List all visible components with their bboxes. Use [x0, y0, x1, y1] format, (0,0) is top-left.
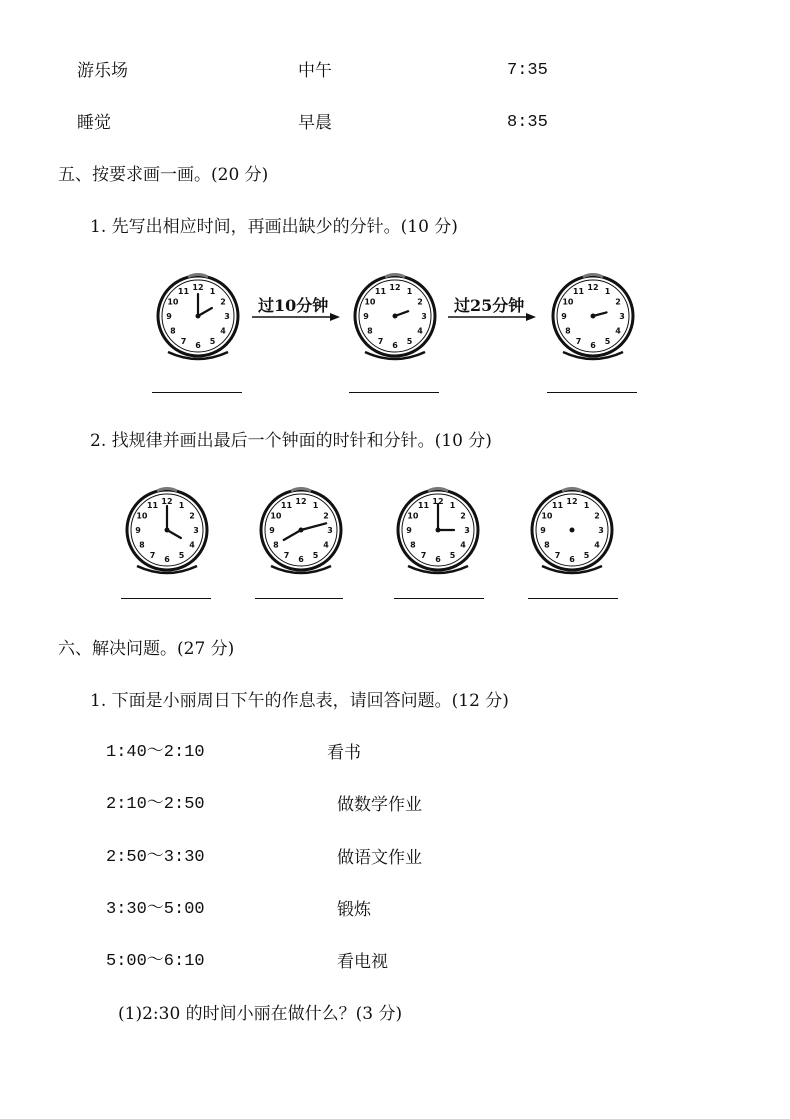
- clock-number: 10: [270, 511, 282, 521]
- section6-q1-text: 1. 下面是小丽周日下午的作息表，请回答问题。(12 分): [90, 691, 509, 711]
- clock-2-4: [527, 486, 617, 578]
- clock-number: 10: [364, 297, 376, 307]
- clock-number: 5: [449, 551, 456, 561]
- schedule-activity-3: 做语文作业: [337, 848, 422, 868]
- clock-number: 4: [220, 326, 226, 336]
- section5-q1-text: 1. 先写出相应时间，再画出缺少的分针。(10 分): [90, 217, 458, 237]
- clock-number: 1: [583, 500, 590, 510]
- section6-heading: 六、解决问题。(27 分): [58, 639, 235, 659]
- clock-number: 9: [363, 312, 369, 321]
- clock-2-3: [393, 486, 483, 578]
- clock-number: 8: [544, 540, 550, 550]
- clock-number: 10: [541, 511, 553, 521]
- schedule-activity-1: 看书: [327, 743, 361, 763]
- clock-number: 1: [604, 286, 611, 296]
- clock-number: 5: [209, 337, 216, 347]
- clock-number: 2: [615, 297, 621, 307]
- clock-number: 2: [189, 511, 195, 521]
- clock-number: 3: [619, 312, 625, 321]
- schedule-time-2: 2:10～2:50: [106, 795, 205, 814]
- clock-number: 8: [410, 540, 416, 550]
- schedule-time-3: 2:50～3:30: [106, 848, 205, 867]
- clock-2-1: [122, 486, 212, 578]
- clock-number: 5: [604, 337, 611, 347]
- clock-number: 3: [224, 312, 230, 321]
- clock-number: 12: [389, 283, 401, 292]
- clock-number: 3: [464, 526, 470, 535]
- clock-number: 2: [323, 511, 329, 521]
- clock-center: [436, 528, 441, 533]
- clock-number: 3: [421, 312, 427, 321]
- match-period-2: 早晨: [298, 113, 332, 133]
- match-activity-2: 睡觉: [77, 113, 111, 133]
- clock-number: 9: [135, 526, 141, 535]
- clock-number: 4: [323, 540, 329, 550]
- clock-number: 2: [460, 511, 466, 521]
- clock-number: 1: [178, 500, 185, 510]
- clock-number: 7: [283, 551, 290, 561]
- clock-center: [299, 528, 304, 533]
- clock-number: 1: [209, 286, 216, 296]
- clock-2-2: [256, 486, 346, 578]
- arrow-icon-1: [250, 311, 342, 323]
- clock-number: 12: [587, 283, 599, 292]
- clock-number: 12: [432, 497, 444, 506]
- clock-1-2: [350, 272, 440, 364]
- clock-number: 1: [449, 500, 456, 510]
- answer-blank-2-4[interactable]: [528, 598, 618, 599]
- clock-number: 11: [177, 286, 190, 296]
- clock-number: 10: [136, 511, 148, 521]
- clock-number: 9: [540, 526, 546, 535]
- arrow-icon-2: [446, 311, 538, 323]
- clock-number: 7: [180, 337, 187, 347]
- clock-number: 6: [195, 341, 201, 350]
- clock-number: 7: [420, 551, 427, 561]
- clock-number: 2: [594, 511, 600, 521]
- clock-number: 9: [166, 312, 172, 321]
- section5-q2-text: 2. 找规律并画出最后一个钟面的时针和分针。(10 分): [90, 431, 492, 451]
- clock-number: 8: [565, 326, 571, 336]
- clock-center: [591, 314, 596, 319]
- clock-number: 6: [392, 341, 398, 350]
- answer-blank-2-3[interactable]: [394, 598, 484, 599]
- clock-number: 7: [149, 551, 156, 561]
- clock-center: [570, 528, 575, 533]
- clock-number: 7: [554, 551, 561, 561]
- match-activity-1: 游乐场: [77, 61, 128, 81]
- clock-number: 5: [406, 337, 413, 347]
- match-time-1: 7:35: [507, 61, 548, 80]
- clock-number: 3: [193, 526, 199, 535]
- clock-number: 12: [295, 497, 307, 506]
- clock-number: 6: [298, 555, 304, 564]
- clock-1-3: [548, 272, 638, 364]
- clock-number: 12: [161, 497, 173, 506]
- clock-number: 1: [406, 286, 413, 296]
- clock-number: 10: [407, 511, 419, 521]
- schedule-time-1: 1:40～2:10: [106, 743, 205, 762]
- clock-number: 7: [377, 337, 384, 347]
- clock-number: 11: [280, 500, 293, 510]
- clock-number: 2: [417, 297, 423, 307]
- clock-number: 10: [167, 297, 179, 307]
- match-period-1: 中午: [298, 61, 332, 81]
- answer-blank-1-1[interactable]: [152, 392, 242, 393]
- clock-number: 3: [598, 526, 604, 535]
- clock-number: 5: [312, 551, 319, 561]
- arrow-label-2: 过25分钟: [454, 296, 525, 315]
- answer-blank-2-1[interactable]: [121, 598, 211, 599]
- schedule-activity-5: 看电视: [337, 952, 388, 972]
- clock-number: 12: [566, 497, 578, 506]
- clock-number: 5: [583, 551, 590, 561]
- section5-heading: 五、按要求画一画。(20 分): [58, 165, 269, 185]
- clock-number: 4: [615, 326, 621, 336]
- answer-blank-2-2[interactable]: [255, 598, 343, 599]
- match-time-2: 8:35: [507, 113, 548, 132]
- arrow-label-1: 过10分钟: [258, 296, 329, 315]
- clock-number: 11: [572, 286, 585, 296]
- schedule-time-4: 3:30～5:00: [106, 900, 205, 919]
- clock-number: 12: [192, 283, 204, 292]
- clock-number: 1: [312, 500, 319, 510]
- clock-center: [196, 314, 201, 319]
- clock-number: 11: [417, 500, 430, 510]
- answer-blank-1-2[interactable]: [349, 392, 439, 393]
- clock-number: 4: [460, 540, 466, 550]
- schedule-activity-2: 做数学作业: [337, 795, 422, 815]
- clock-number: 10: [562, 297, 574, 307]
- clock-number: 6: [164, 555, 170, 564]
- clock-number: 6: [435, 555, 441, 564]
- clock-number: 4: [594, 540, 600, 550]
- clock-number: 11: [146, 500, 159, 510]
- clock-number: 11: [551, 500, 564, 510]
- clock-number: 4: [189, 540, 195, 550]
- clock-1-1: [153, 272, 243, 364]
- clock-number: 6: [569, 555, 575, 564]
- clock-number: 11: [374, 286, 387, 296]
- schedule-time-5: 5:00～6:10: [106, 952, 205, 971]
- clock-number: 6: [590, 341, 596, 350]
- clock-number: 3: [327, 526, 333, 535]
- schedule-activity-4: 锻炼: [337, 900, 371, 920]
- answer-blank-1-3[interactable]: [547, 392, 637, 393]
- clock-center: [165, 528, 170, 533]
- clock-number: 9: [406, 526, 412, 535]
- clock-number: 9: [561, 312, 567, 321]
- clock-number: 8: [367, 326, 373, 336]
- clock-number: 8: [139, 540, 145, 550]
- clock-number: 2: [220, 297, 226, 307]
- clock-number: 9: [269, 526, 275, 535]
- clock-number: 8: [273, 540, 279, 550]
- clock-number: 4: [417, 326, 423, 336]
- clock-center: [393, 314, 398, 319]
- clock-number: 5: [178, 551, 185, 561]
- section6-q1-sub1: (1)2:30 的时间小丽在做什么？(3 分): [118, 1004, 403, 1024]
- clock-number: 8: [170, 326, 176, 336]
- clock-number: 7: [575, 337, 582, 347]
